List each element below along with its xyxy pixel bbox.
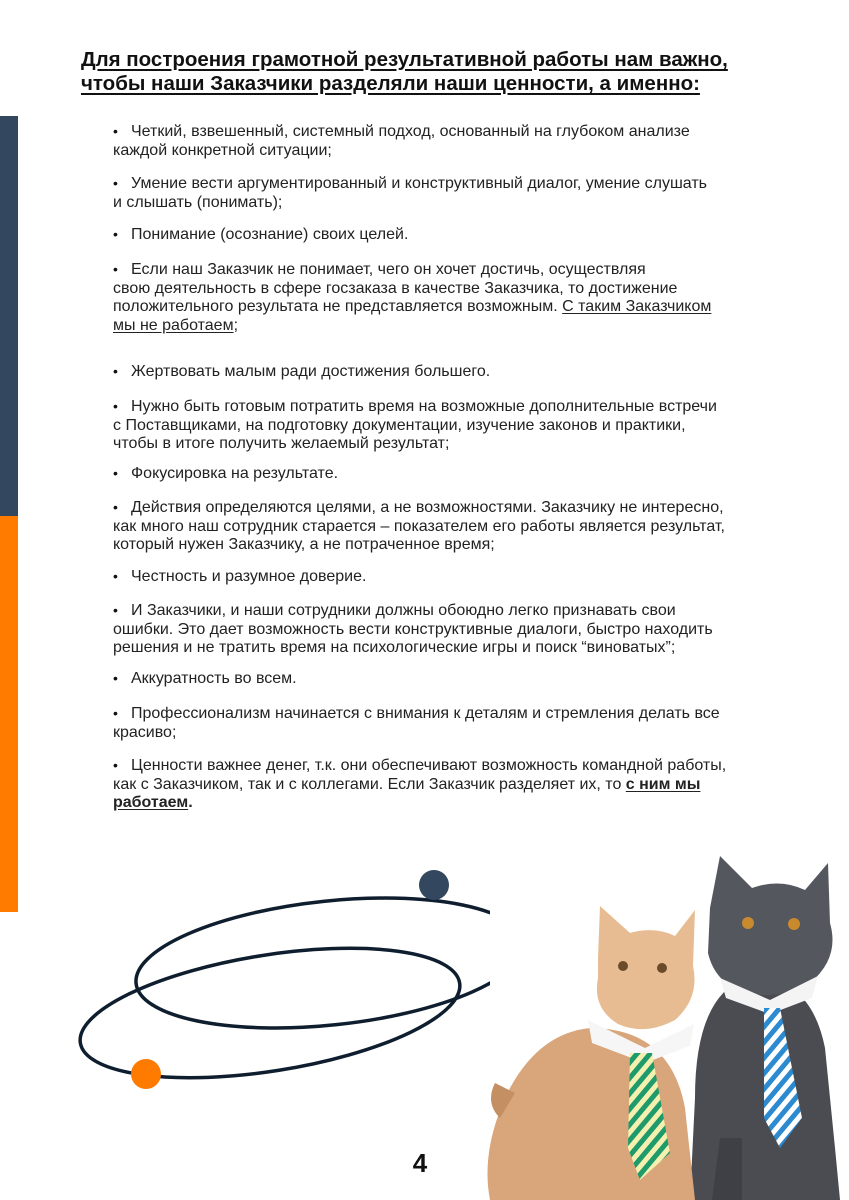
bullet-dot: • [113, 705, 118, 721]
grey-cat [690, 856, 840, 1200]
list-item: • Аккуратность во всем. [113, 670, 297, 687]
list-item: • Понимание (осознание) своих целей. [113, 226, 409, 243]
emphasis-phrase: с ним мы [625, 775, 701, 793]
bullet-dot: • [113, 499, 118, 515]
orange-dot [131, 1059, 161, 1089]
ginger-cat [488, 906, 696, 1200]
list-item: • Жертвовать малым ради достижения большего. [113, 363, 491, 380]
orbit-rings-icon [70, 858, 490, 1098]
side-bar-orange [0, 516, 18, 912]
two-cats-in-ties-icon [480, 848, 845, 1200]
bullet-dot: • [113, 123, 118, 139]
emphasis-phrase: работаем [113, 794, 189, 811]
orbit-ring-upper [130, 881, 490, 1045]
list-item: • Действия определяются целями, а не возможностями. Заказчику не интересно, как много наш сотрудник старается – показателем его работы является результат, который нужен Заказчику, а не потраченное время; [113, 499, 725, 553]
page-number: 4 [412, 1148, 428, 1178]
heading-line-1: Для построения грамотной результативной работы нам важно, [81, 48, 728, 71]
underlined-phrase: С таким Заказчиком [562, 298, 712, 315]
navy-dot [419, 870, 449, 900]
bullet-dot: • [113, 226, 118, 242]
underlined-phrase: мы не работаем [113, 316, 234, 334]
side-bar-navy [0, 116, 18, 516]
bullet-dot: • [113, 568, 118, 584]
list-item: • Четкий, взвешенный, системный подход, основанный на глубоком анализе каждой конкретной ситуации; [113, 123, 690, 159]
list-item: • Фокусировка на результате. [113, 465, 339, 482]
bullet-dot: • [113, 757, 118, 773]
bullet-dot: • [113, 465, 118, 481]
list-item: • Честность и разумное доверие. [113, 568, 367, 585]
list-item: • Нужно быть готовым потратить время на возможные дополнительные встречи с Поставщиками, на подготовку документации, изучение законов и практики, чтобы в итоге получить желаемый результат; [113, 398, 717, 452]
heading-line-2: чтобы наши Заказчики разделяли наши ценности, а именно: [81, 72, 700, 95]
bullet-dot: • [113, 261, 118, 277]
list-item: • Умение вести аргументированный и конструктивный диалог, умение слушать и слышать (понимать); [113, 175, 707, 211]
bullet-dot: • [113, 175, 118, 191]
list-item: • Если наш Заказчик не понимает, чего он хочет достичь, осуществляя свою деятельность в сфере госзаказа в качестве Заказчика, то достижение положительного результата не представляется возможным. С таким Заказчиком мы не работаем; [113, 261, 712, 334]
bullet-dot: • [113, 670, 118, 686]
list-item: • Ценности важнее денег, т.к. они обеспечивают возможность командной работы, как с Заказчиком, так и с коллегами. Если Заказчик разделяет их, то с ним мы работаем. [113, 757, 727, 811]
bullet-dot: • [113, 398, 118, 414]
bullet-dot: • [113, 363, 118, 379]
list-item: • И Заказчики, и наши сотрудники должны обоюдно легко признавать свои ошибки. Это дает возможность вести конструктивные диалоги, быстро находить решения и не тратить время на психологические игры и поиск “виноватых”; [113, 602, 713, 656]
bullet-dot: • [113, 602, 118, 618]
list-item: • Профессионализм начинается с внимания к деталям и стремления делать все красиво; [113, 705, 720, 741]
page-heading [81, 48, 801, 96]
